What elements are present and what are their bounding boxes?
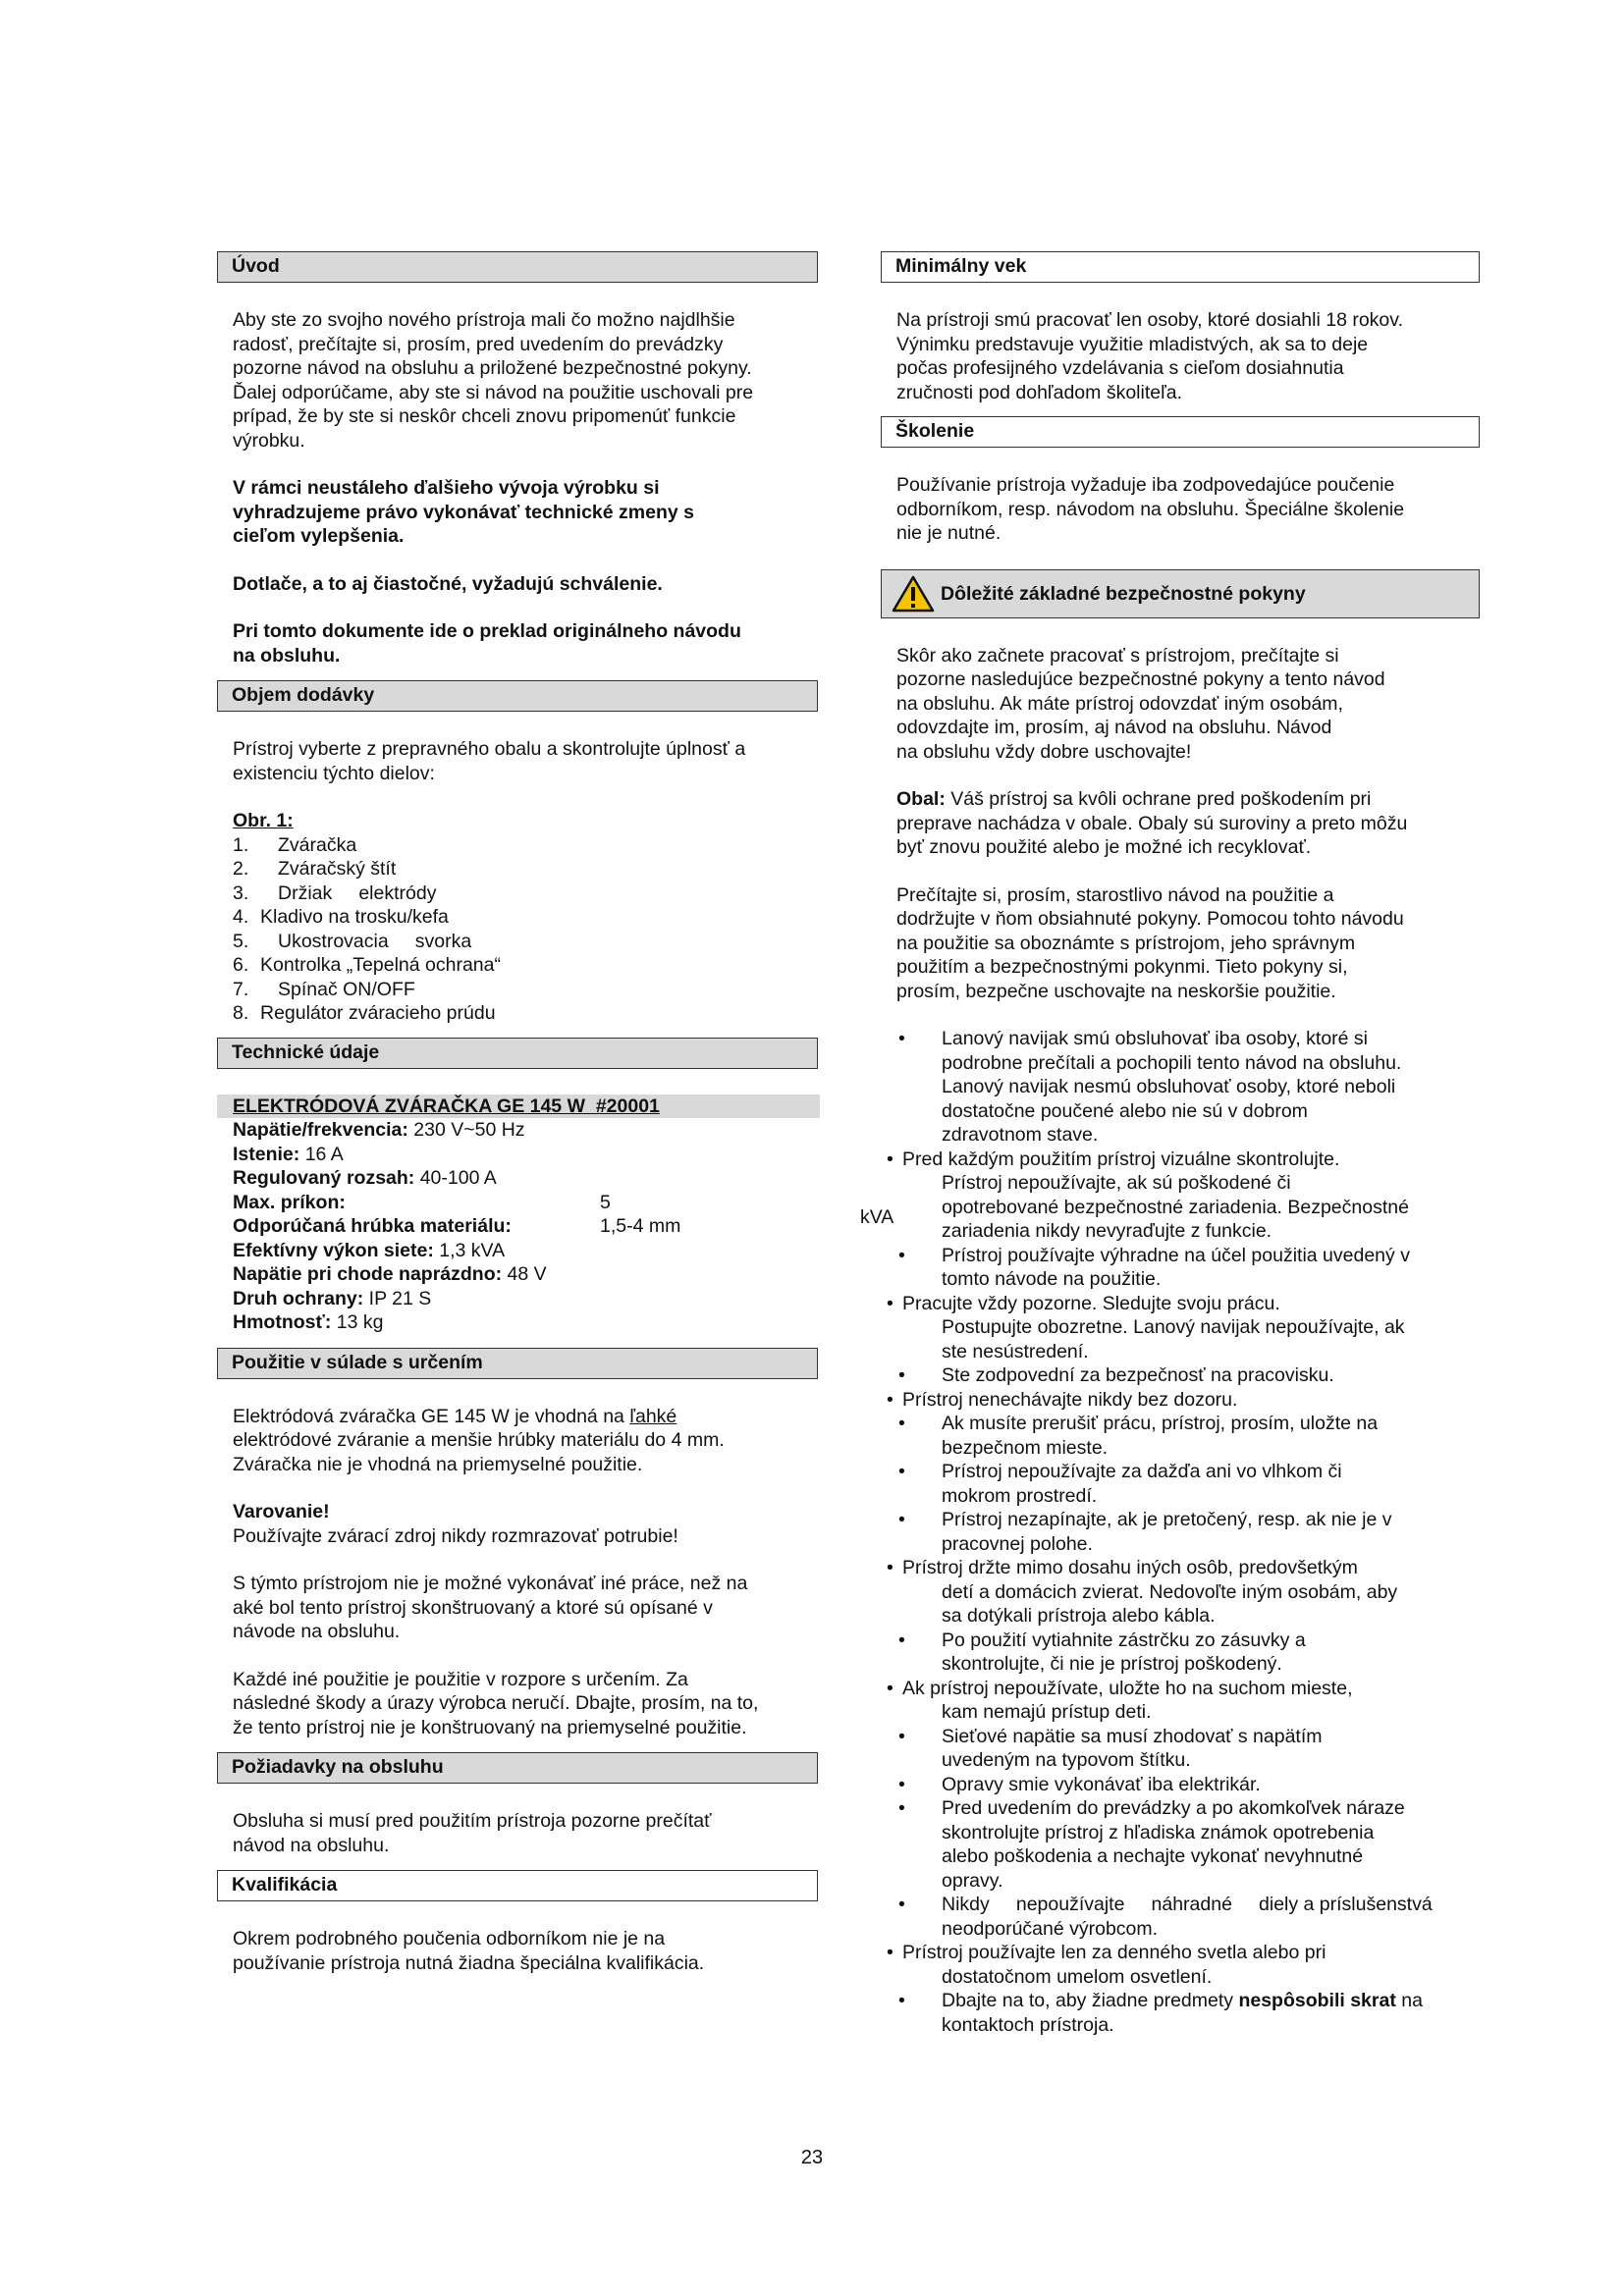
bezpecnost-paragraph-3	[881, 883, 1480, 1004]
spec-value-aligned: 5	[600, 1191, 611, 1213]
item-number: 2.	[233, 858, 249, 880]
text-line: Sieťové napätie sa musí zhodovať s napätím	[942, 1725, 1323, 1747]
skolenie-paragraph	[881, 473, 1480, 546]
text-run-underlined: ľahké	[629, 1405, 677, 1427]
text-line: Opravy smie vykonávať iba elektrikár.	[942, 1773, 1261, 1795]
spec-value: IP 21 S	[363, 1287, 432, 1309]
text-run: Elektródová zváračka GE 145 W je vhodná na	[233, 1405, 630, 1427]
text-line: mokrom prostredí.	[942, 1484, 1098, 1507]
uvod-paragraph-1	[217, 308, 818, 453]
text-line: Ak musíte prerušiť prácu, prístroj, prosím, uložte na	[942, 1413, 1379, 1434]
text-line: Používanie prístroja vyžaduje iba zodpovedajúce poučenie	[896, 474, 1395, 496]
item-text: Regulátor zváracieho prúdu	[260, 1002, 496, 1024]
text-line: dodržujte v ňom obsiahnuté pokyny. Pomocou tohto návodu	[896, 908, 1404, 930]
spec-key: Napätie pri chode naprázdno:	[233, 1263, 503, 1285]
text-line: Skôr ako začnete pracovať s prístrojom, prečítajte si	[896, 644, 1339, 667]
text-line: Prístroj nepoužívajte za dažďa ani vo vlhkom či	[942, 1461, 1342, 1482]
spec-row	[233, 1214, 818, 1239]
safety-bullet-list	[881, 1027, 1480, 1989]
text-line: zariadenia nikdy nevyraďujte z funkcie.	[942, 1220, 1272, 1242]
text-line: Pred každým použitím prístroj vizuálne skontrolujte.	[902, 1148, 1340, 1170]
spec-key: Druh ochrany:	[233, 1287, 364, 1309]
text-line: zručnosti pod dohľadom školiteľa.	[896, 381, 1183, 403]
text-line: prípad, že by ste si neskôr chceli znovu pripomenúť funkcie	[233, 405, 736, 427]
bullet-icon: •	[898, 1413, 905, 1434]
list-item	[233, 1001, 818, 1026]
section-header-pouzitie: Použitie v súlade s určením	[217, 1348, 818, 1379]
page-number: 23	[800, 2147, 824, 2168]
text-line: ste nesústredení.	[942, 1340, 1089, 1362]
list-item	[881, 1363, 1480, 1388]
bullet-icon: •	[898, 1797, 905, 1819]
bullet-icon: •	[898, 1364, 905, 1386]
list-item	[233, 905, 818, 930]
spec-row	[233, 1287, 818, 1311]
text-line: používanie prístroja nutná žiadna špeciálna kvalifikácia.	[233, 1951, 705, 1974]
text-line: pozorne návod na obsluhu a priložené bezpečnostné pokyny.	[233, 357, 752, 379]
text-line: Na prístroji smú pracovať len osoby, ktoré dosiahli 18 rokov.	[896, 309, 1403, 331]
text-line: skontrolujte, či nie je prístroj poškodený.	[942, 1653, 1282, 1675]
list-item	[881, 1556, 1480, 1629]
text-line: Prístroj nenechávajte nikdy bez dozoru.	[902, 1388, 1238, 1411]
item-text: Ukostrovacia svorka	[278, 930, 472, 952]
list-item	[881, 1725, 1480, 1773]
section-header-uvod: Úvod	[217, 251, 818, 283]
item-text: Spínač ON/OFF	[278, 978, 415, 1000]
bullet-icon: •	[898, 1509, 905, 1530]
label-bold: Obal:	[896, 788, 946, 810]
spec-value: 13 kg	[331, 1311, 384, 1333]
text-line: aké bol tento prístroj skonštruovaný a ktoré sú opísané v	[233, 1596, 713, 1619]
section-header-skolenie: Školenie	[881, 416, 1480, 448]
item-number: 7.	[233, 978, 249, 1000]
text-line: následné škody a úrazy výrobca neručí. Dbajte, prosím, na to,	[233, 1692, 759, 1714]
bullet-icon: •	[887, 1148, 893, 1170]
list-item	[881, 1388, 1480, 1413]
text-line: bezpečnom mieste.	[942, 1436, 1109, 1459]
bullet-icon: •	[887, 1942, 893, 1963]
text-line: Ak prístroj nepoužívate, uložte ho na suchom mieste,	[902, 1677, 1353, 1699]
text-line: použitím a bezpečnostnými pokynmi. Tieto pokyny si,	[896, 956, 1348, 978]
text-line: neodporúčané výrobcom.	[942, 1917, 1159, 1940]
text-line: návod na obsluhu.	[233, 1834, 390, 1856]
text-line: že tento prístroj nie je konštruovaný na priemyselné použitie.	[233, 1716, 747, 1738]
uvod-paragraph-2	[217, 476, 818, 549]
text-run: Dbajte na to, aby žiadne predmety	[942, 1990, 1239, 2011]
text-line: cieľom vylepšenia.	[233, 525, 405, 547]
text-line: Prístroj vyberte z prepravného obalu a skontrolujte úplnosť a	[233, 738, 746, 760]
spec-value-aligned: 1,5-4 mm	[600, 1215, 681, 1237]
uvod-paragraph-4	[217, 619, 818, 667]
item-number: 4.	[233, 906, 249, 928]
left-column	[217, 251, 818, 1975]
item-number: 8.	[233, 1002, 249, 1024]
list-item	[233, 857, 818, 881]
text-line: na obsluhu.	[233, 644, 341, 667]
text-line: Ďalej odporúčame, aby ste si návod na použitie uschovali pre	[233, 381, 754, 403]
warning-title: Varovanie!	[233, 1501, 330, 1522]
stray-unit-label: kVA	[860, 1206, 894, 1228]
text-line: Ste zodpovední za bezpečnosť na pracovisku.	[942, 1364, 1334, 1386]
list-item	[233, 953, 818, 978]
bullet-icon: •	[887, 1292, 893, 1314]
list-item	[881, 1629, 1480, 1677]
list-item	[881, 1292, 1480, 1364]
section-header-bezpecnost	[881, 569, 1480, 618]
text-line: prosím, bezpečne uschovajte na neskoršie použitie.	[896, 980, 1336, 1002]
text-line: na použitie sa oboznámte s prístrojom, jeho správnym	[896, 932, 1356, 954]
bezpecnost-paragraph-1	[881, 644, 1480, 765]
kvalifikacia-paragraph	[217, 1927, 818, 1975]
item-number: 5.	[233, 930, 249, 952]
section-header-kvalifikacia: Kvalifikácia	[217, 1870, 818, 1901]
text-line: Nikdy nepoužívajte náhradné diely a príslušenstvá	[942, 1894, 1433, 1915]
text-line: Pracujte vždy pozorne. Sledujte svoju prácu.	[902, 1292, 1280, 1314]
text-line: Okrem podrobného poučenia odborníkom nie je na	[233, 1928, 666, 1949]
bullet-icon: •	[898, 1244, 905, 1266]
bullet-icon: •	[887, 1388, 893, 1411]
list-item	[881, 1796, 1480, 1893]
text-line	[942, 1989, 1480, 2013]
uvod-paragraph-3: Dotlače, a to aj čiastočné, vyžadujú schválenie.	[233, 572, 663, 595]
item-text: Kladivo na trosku/kefa	[260, 906, 449, 928]
list-item	[881, 1989, 1480, 2037]
text-line: Lanový navijak nesmú obsluhovať osoby, ktoré neboli	[942, 1076, 1396, 1097]
text-line: Postupujte obozretne. Lanový navijak nepoužívajte, ak	[942, 1316, 1405, 1338]
section-header-objem: Objem dodávky	[217, 680, 818, 712]
text-line: byť znovu použité alebo je možné ich recyklovať.	[896, 836, 1312, 858]
spec-row	[233, 1143, 818, 1167]
list-item	[881, 1893, 1480, 1941]
list-item	[233, 881, 818, 906]
list-item	[233, 978, 818, 1002]
text-line: Každé iné použitie je použitie v rozpore s určením. Za	[233, 1668, 688, 1690]
spec-value: 40-100 A	[414, 1167, 497, 1189]
text-line: S týmto prístrojom nie je možné vykonávať iné práce, než na	[233, 1573, 748, 1594]
pouzitie-paragraph-3	[217, 1668, 818, 1740]
spec-key: Napätie/frekvencia:	[233, 1119, 408, 1141]
spec-row	[233, 1191, 818, 1215]
text-line: dostatočnom umelom osvetlení.	[942, 1965, 1213, 1988]
text-line: na obsluhu vždy dobre uschovajte!	[896, 740, 1192, 763]
text-line: preprave nachádza v obale. Obaly sú suroviny a preto môžu	[896, 812, 1408, 834]
list-item	[881, 1941, 1480, 1989]
text-line: kontaktoch prístroja.	[942, 2013, 1114, 2036]
spec-value: 48 V	[502, 1263, 547, 1285]
item-text: Držiak elektródy	[278, 881, 437, 904]
spec-value: 230 V~50 Hz	[407, 1119, 525, 1141]
vek-paragraph	[881, 308, 1480, 404]
text-line: vyhradzujeme právo vykonávať technické zmeny s	[233, 501, 694, 523]
spec-row	[233, 1310, 818, 1335]
text-line	[896, 787, 1474, 812]
bullet-icon: •	[887, 1557, 893, 1578]
bullet-icon: •	[898, 1725, 905, 1747]
text-line: Prístroj nepoužívajte, ak sú poškodené či	[942, 1172, 1291, 1194]
text-line: elektródové zváranie a menšie hrúbky materiálu do 4 mm.	[233, 1429, 725, 1451]
text-line: opravy.	[942, 1869, 1003, 1892]
text-line: zdravotnom stave.	[942, 1124, 1099, 1146]
spec-row	[233, 1118, 818, 1143]
text-run: na	[1395, 1990, 1423, 2011]
spec-value: 16 A	[299, 1143, 344, 1165]
tech-specs	[217, 1095, 818, 1335]
bullet-icon: •	[887, 1677, 893, 1699]
text-line: existenciu týchto dielov:	[233, 762, 435, 784]
text-run: Váš prístroj sa kvôli ochrane pred poškodením pri	[945, 788, 1372, 810]
list-item	[881, 1027, 1480, 1148]
bullet-icon: •	[898, 1773, 905, 1795]
text-line: Prístroj nezapínajte, ak je pretočený, resp. ak nie je v	[942, 1509, 1392, 1530]
text-line: odborníkom, resp. návodom na obsluhu. Špeciálne školenie	[896, 498, 1405, 520]
item-number: 6.	[233, 954, 249, 976]
item-text: Zváračský štít	[278, 858, 397, 880]
text-line: tomto návode na použitie.	[942, 1268, 1162, 1290]
pouzitie-paragraph-1	[217, 1405, 818, 1477]
spec-row	[233, 1239, 818, 1263]
section-title: Dôležité základné bezpečnostné pokyny	[941, 582, 1306, 605]
spec-key: Istenie:	[233, 1143, 300, 1165]
text-line: Po použití vytiahnite zástrčku zo zásuvky a	[942, 1629, 1306, 1651]
text-line: Výnimku predstavuje využitie mladistvých, ak sa to deje	[896, 333, 1369, 355]
text-line: Prístroj používajte len za denného svetla alebo pri	[902, 1942, 1326, 1963]
spec-key: Regulovaný rozsah:	[233, 1167, 415, 1189]
bullet-icon: •	[898, 1894, 905, 1915]
section-header-vek: Minimálny vek	[881, 251, 1480, 283]
spec-row	[233, 1166, 818, 1191]
text-line: detí a domácich zvierat. Nedovoľte iným osobám, aby	[942, 1580, 1398, 1603]
text-line: Zváračka nie je vhodná na priemyselné použitie.	[233, 1453, 643, 1475]
list-item	[881, 1508, 1480, 1556]
section-header-poziadavky: Požiadavky na obsluhu	[217, 1752, 818, 1784]
text-line: odovzdajte im, prosím, aj návod na obsluhu. Návod	[896, 717, 1332, 738]
spec-key: Odporúčaná hrúbka materiálu:	[233, 1215, 512, 1237]
list-item	[881, 1148, 1480, 1244]
text-line	[233, 1405, 812, 1429]
text-line: V rámci neustáleho ďalšieho vývoja výrobku si	[233, 477, 660, 499]
text-line: alebo poškodenia a nechajte vykonať nevyhnutné	[942, 1845, 1364, 1867]
list-item	[881, 1460, 1480, 1508]
text-line: Obsluha si musí pred použitím prístroja pozorne prečítať	[233, 1810, 712, 1832]
warning-triangle-icon	[892, 575, 935, 613]
figure-label: Obr. 1:	[233, 810, 294, 831]
text-line: sa dotýkali prístroja alebo kábla.	[942, 1605, 1216, 1627]
text-line: počas profesijného vzdelávania s cieľom dosiahnutia	[896, 357, 1344, 379]
text-line: skontrolujte prístroj z hľadiska známok opotrebenia	[942, 1821, 1375, 1843]
objem-paragraph-1	[217, 737, 818, 785]
text-line: Aby ste zo svojho nového prístroja mali čo možno najdlhšie	[233, 309, 735, 331]
spec-row	[233, 1262, 818, 1287]
text-line: Prečítajte si, prosím, starostlivo návod na použitie a	[896, 883, 1334, 906]
text-line: Prístroj používajte výhradne na účel použitia uvedený v	[942, 1244, 1410, 1266]
text-line: radosť, prečítajte si, prosím, pred uvedením do prevádzky	[233, 333, 724, 355]
item-text: Zváračka	[278, 833, 357, 856]
pouzitie-paragraph-2	[217, 1572, 818, 1644]
warning-text: Používajte zvárací zdroj nikdy rozmrazovať potrubie!	[233, 1524, 678, 1547]
text-line: dostatočne poučené alebo nie sú v dobrom	[942, 1099, 1308, 1122]
bullet-icon: •	[898, 1629, 905, 1651]
bullet-icon: •	[898, 1461, 905, 1482]
obal-paragraph	[881, 787, 1480, 860]
item-number: 1.	[233, 833, 249, 856]
text-run-bold: nespôsobili skrat	[1238, 1990, 1396, 2011]
text-line: návode na obsluhu.	[233, 1621, 401, 1642]
text-line: Pred uvedením do prevádzky a po akomkoľvek náraze	[942, 1797, 1405, 1819]
bullet-icon: •	[898, 1028, 905, 1049]
spec-key: Hmotnosť:	[233, 1311, 332, 1333]
right-column	[881, 251, 1480, 2037]
parts-list	[217, 833, 818, 1026]
spec-key: Efektívny výkon siete:	[233, 1239, 434, 1261]
text-line: na obsluhu. Ak máte prístroj odovzdať iným osobám,	[896, 692, 1343, 715]
text-line: podrobne prečítali a pochopili tento návod na obsluhu.	[942, 1051, 1402, 1074]
item-number: 3.	[233, 881, 249, 904]
text-line: nie je nutné.	[896, 522, 1001, 544]
text-line: Lanový navijak smú obsluhovať iba osoby, ktoré si	[942, 1028, 1369, 1049]
section-header-tech: Technické údaje	[217, 1038, 818, 1069]
spec-key: Max. príkon:	[233, 1191, 346, 1213]
list-item	[881, 1244, 1480, 1292]
model-title: ELEKTRÓDOVÁ ZVÁRAČKA GE 145 W #20001	[217, 1095, 820, 1119]
text-line: opotrebované bezpečnostné zariadenia. Bezpečnostné	[942, 1196, 1409, 1218]
list-item	[233, 930, 818, 954]
text-line: pozorne nasledujúce bezpečnostné pokyny a tento návod	[896, 668, 1385, 690]
list-item	[233, 833, 818, 858]
bullet-icon: •	[898, 1990, 905, 2011]
text-line: pracovnej polohe.	[942, 1532, 1093, 1555]
text-line: uvedeným na typovom štítku.	[942, 1749, 1191, 1771]
text-line: Prístroj držte mimo dosahu iných osôb, predovšetkým	[902, 1557, 1358, 1578]
spec-value: 1,3 kVA	[433, 1239, 506, 1261]
list-item	[881, 1773, 1480, 1797]
list-item	[881, 1677, 1480, 1725]
poziadavky-paragraph	[217, 1809, 818, 1857]
list-item	[881, 1412, 1480, 1460]
item-text: Kontrolka „Tepelná ochrana“	[260, 954, 501, 976]
text-line: výrobku.	[233, 429, 305, 452]
text-line: kam nemajú prístup deti.	[942, 1701, 1152, 1723]
text-line: Pri tomto dokumente ide o preklad originálneho návodu	[233, 620, 741, 642]
